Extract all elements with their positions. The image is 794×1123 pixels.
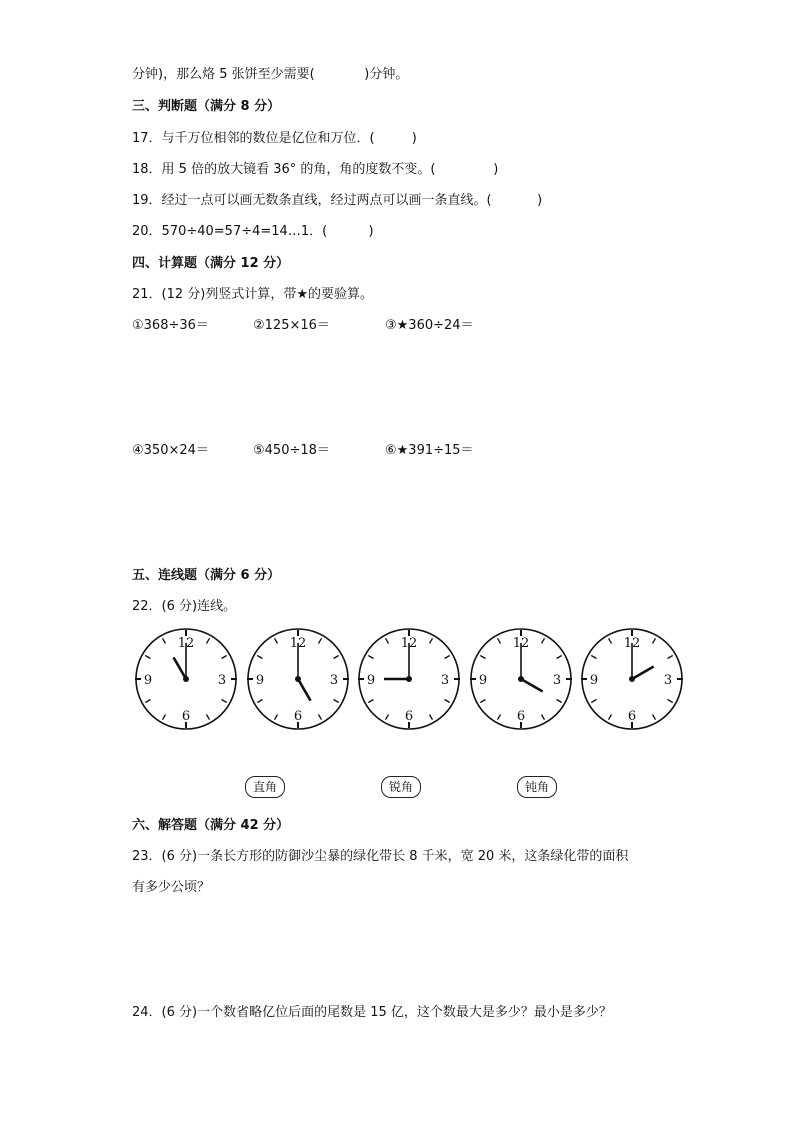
question-19: 19．经过一点可以画无数条直线，经过两点可以画一条直线。( ): [132, 193, 543, 208]
clock-number-9: 9: [255, 673, 264, 688]
label-obtuse-angle[interactable]: 钝角: [517, 776, 557, 798]
clock-number-6: 6: [516, 709, 525, 724]
clock-number-3: 3: [217, 673, 227, 688]
calc-item-5: ⑤450÷18＝: [253, 443, 330, 458]
clock-center: [295, 676, 301, 682]
q16-continuation: 分钟)，那么烙 5 张饼至少需要( )分钟。: [132, 67, 409, 82]
section-4-heading: 四、计算题（满分 12 分）: [132, 256, 290, 271]
calc-item-3: ③★360÷24＝: [385, 318, 474, 333]
question-18: 18．用 5 倍的放大镜看 36° 的角，角的度数不变。( ): [132, 162, 499, 177]
clock-number-3: 3: [440, 673, 450, 688]
clock-number-6: 6: [627, 709, 637, 724]
section-6-heading: 六、解答题（满分 42 分）: [132, 818, 290, 833]
section-5-heading: 五、连线题（满分 6 分）: [132, 568, 281, 583]
clock-number-6: 6: [293, 709, 302, 724]
clock-center: [406, 676, 412, 682]
question-17: 17．与千万位相邻的数位是亿位和万位．( ): [132, 131, 417, 146]
calc-item-6: ⑥★391÷15＝: [385, 443, 474, 458]
calc-item-4: ④350×24＝: [132, 443, 209, 458]
clock-center: [629, 676, 635, 682]
clock-center: [518, 676, 524, 682]
clock-row: [134, 627, 694, 731]
clock-number-9: 9: [589, 673, 599, 688]
question-24: 24．(6 分)一个数省略亿位后面的尾数是 15 亿，这个数最大是多少？最小是多少？: [132, 1005, 612, 1020]
clock-number-12: 12: [512, 636, 529, 651]
question-22: 22．(6 分)连线。: [132, 599, 237, 614]
clock-face-4[interactable]: [469, 627, 573, 731]
calc-item-2: ②125×16＝: [253, 318, 330, 333]
clock-number-3: 3: [663, 673, 673, 688]
section-3-heading: 三、判断题（满分 8 分）: [132, 99, 281, 114]
clock-face-5[interactable]: [580, 627, 684, 731]
clock-number-12: 12: [177, 636, 195, 651]
clock-number-6: 6: [181, 709, 191, 724]
label-acute-angle[interactable]: 锐角: [381, 776, 421, 798]
question-20: 20．570÷40=57÷4=14…1．( ): [132, 224, 374, 239]
clock-number-3: 3: [552, 673, 561, 688]
clock-number-12: 12: [400, 636, 418, 651]
question-23-cont: 有多少公顷？: [132, 880, 211, 895]
label-right-angle[interactable]: 直角: [245, 776, 285, 798]
clock-number-12: 12: [289, 636, 306, 651]
calc-item-1: ①368÷36＝: [132, 318, 209, 333]
question-21: 21．(12 分)列竖式计算，带★的要验算。: [132, 287, 374, 302]
clock-center: [183, 676, 189, 682]
clock-number-3: 3: [329, 673, 338, 688]
clock-number-9: 9: [366, 673, 376, 688]
clock-number-6: 6: [404, 709, 414, 724]
question-23: 23．(6 分)一条长方形的防御沙尘暴的绿化带长 8 千米，宽 20 米，这条绿化带的面积: [132, 849, 629, 864]
clock-number-12: 12: [623, 636, 641, 651]
clock-face-2[interactable]: [246, 627, 350, 731]
clock-face-1[interactable]: [134, 627, 238, 731]
clock-number-9: 9: [478, 673, 487, 688]
clock-number-9: 9: [143, 673, 153, 688]
clock-face-3[interactable]: [357, 627, 461, 731]
